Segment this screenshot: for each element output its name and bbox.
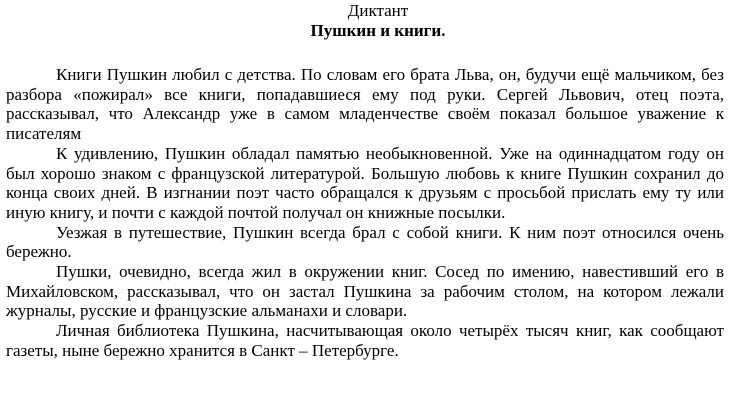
paragraph-2: К удивлению, Пушкин обладал памятью необыкновенной. Уже на одиннадцатом году он был хорошо знаком с французской литературой. Большую любовь к книге Пушкин сохранил до конца своих дней. В изгнании поэт часто обращался к друзьям с просьбой прислать ему ту или иную книгу, и почти с каждой почтой получал он книжные посылки. [6,143,724,222]
document-title: Пушкин и книги. [310,21,446,40]
document-kind: Диктант [347,1,409,20]
paragraph-5: Личная библиотека Пушкина, насчитывающая около четырёх тысяч книг, как сообщают газеты, ныне бережно хранится в Санкт – Петербурге. [6,321,724,360]
paragraph-3: Уезжая в путешествие, Пушкин всегда брал с собой книги. К ним поэт относился очень бережно. [6,222,724,262]
paragraph-4: Пушки, очевидно, всегда жил в окружении книг. Сосед по имению, навестивший его в Михайловском, рассказывал, что он застал Пушкина за рабочим столом, на котором лежали журналы, русские и французские альманахи и словари. [6,262,724,321]
paragraph-1: Книги Пушкин любил с детства. По словам его брата Льва, он, будучи ещё мальчиком, без разбора «пожирал» все книги, попадавшиеся ему под руки. Сергей Львович, отец поэта, рассказывал, что Александр уже в самом младенчестве своём показал большое уважение к писателям [6,65,724,144]
document-body [6,65,724,361]
